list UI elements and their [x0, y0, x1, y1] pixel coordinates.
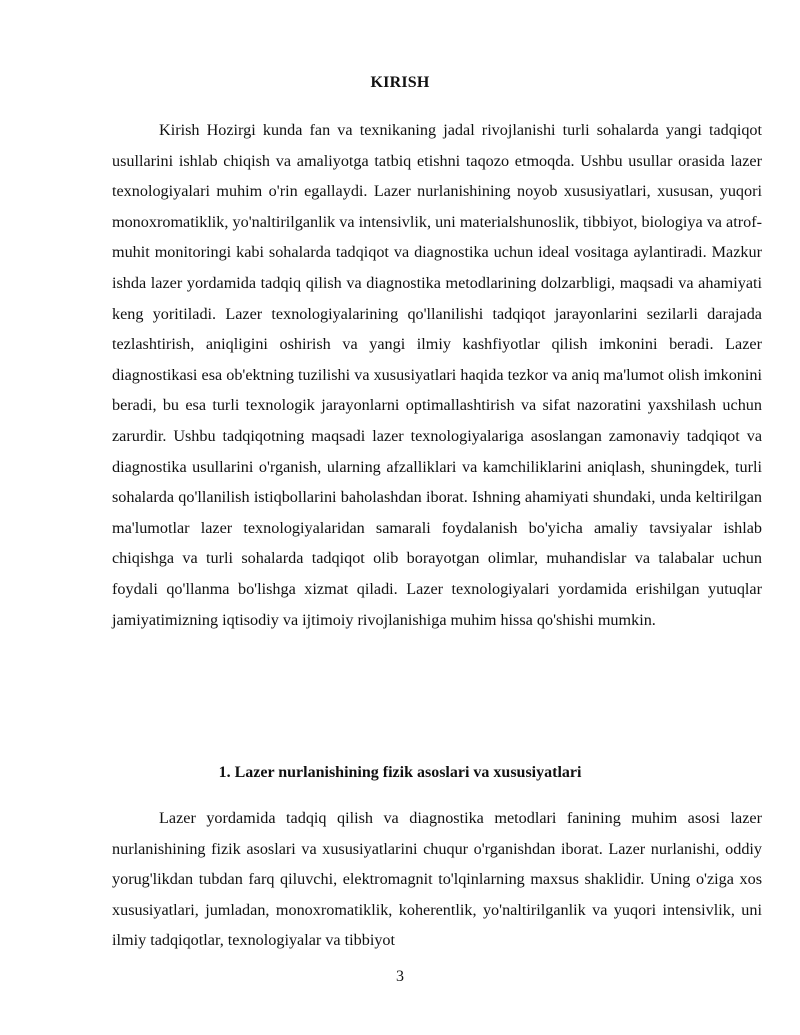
- page-title: KIRISH: [370, 74, 430, 91]
- intro-paragraph: Kirish Hozirgi kunda fan va texnikaning jadal rivojlanishi turli sohalarda yangi tadqiqot usullarini ishlab chiqish va amaliyotga tatbiq etishni taqozo etmoqda. Ushbu usullar orasida lazer texnologiyalari muhim o'rin egallaydi. Lazer nurlanishining noyob xususiyatlari, xususan, yuqori monoxromatiklik, yo'naltirilganlik va intensivlik, uni materialshunoslik, tibbiyot, biologiya va atrof-muhit monitoringi kabi sohalarda tadqiqot va diagnostika uchun ideal vositaga aylantiradi. Mazkur ishda lazer yordamida tadqiq qilish va diagnostika metodlarining dolzarbligi, maqsadi va ahamiyati keng yoritiladi. Lazer texnologiyalarining qo'llanilishi tadqiqot jarayonlarini sezilarli darajada tezlashtirish, aniqligini oshirish va yangi ilmiy kashfiyotlar qilish imkonini beradi. Lazer diagnostikasi esa ob'ektning tuzilishi va xususiyatlari haqida tezkor va aniq ma'lumot olish imkonini beradi, bu esa turli texnologik jarayonlarni optimallashtirish va sifat nazoratini yaxshilash uchun zarurdir. Ushbu tadqiqotning maqsadi lazer texnologiyalariga asoslangan zamonaviy tadqiqot va diagnostika usullarini o'rganish, ularning afzalliklari va kamchiliklarini aniqlash, shuningdek, turli sohalarda qo'llanilish istiqbollarini baholashdan iborat. Ishning ahamiyati shundaki, unda keltirilgan ma'lumotlar lazer texnologiyalaridan samarali foydalanish bo'yicha amaliy tavsiyalar ishlab chiqishga va turli sohalarda tadqiqot olib borayotgan olimlar, muhandislar va talabalar uchun foydali qo'llanma bo'lishga xizmat qiladi. Lazer texnologiyalari yordamida erishilgan yutuqlar jamiyatimizning iqtisodiy va ijtimoiy rivojlanishiga muhim hissa qo'shishi mumkin.: [112, 121, 762, 629]
- page-number: 3: [396, 968, 404, 985]
- section-heading: 1. Lazer nurlanishining fizik asoslari va xususiyatlari: [218, 764, 582, 781]
- section-paragraph: Lazer yordamida tadqiq qilish va diagnostika metodlari fanining muhim asosi lazer nurlanishining fizik asoslari va xususiyatlarini chuqur o'rganishdan iborat. Lazer nurlanishi, oddiy yorug'likdan tubdan farq qiluvchi, elektromagnit to'lqinlarning maxsus shaklidir. Uning o'ziga xos xususiyatlari, jumladan, monoxromatiklik, koherentlik, yo'naltirilganlik va yuqori intensivlik, uni ilmiy tadqiqotlar, texnologiyalar va tibbiyot: [112, 809, 762, 950]
